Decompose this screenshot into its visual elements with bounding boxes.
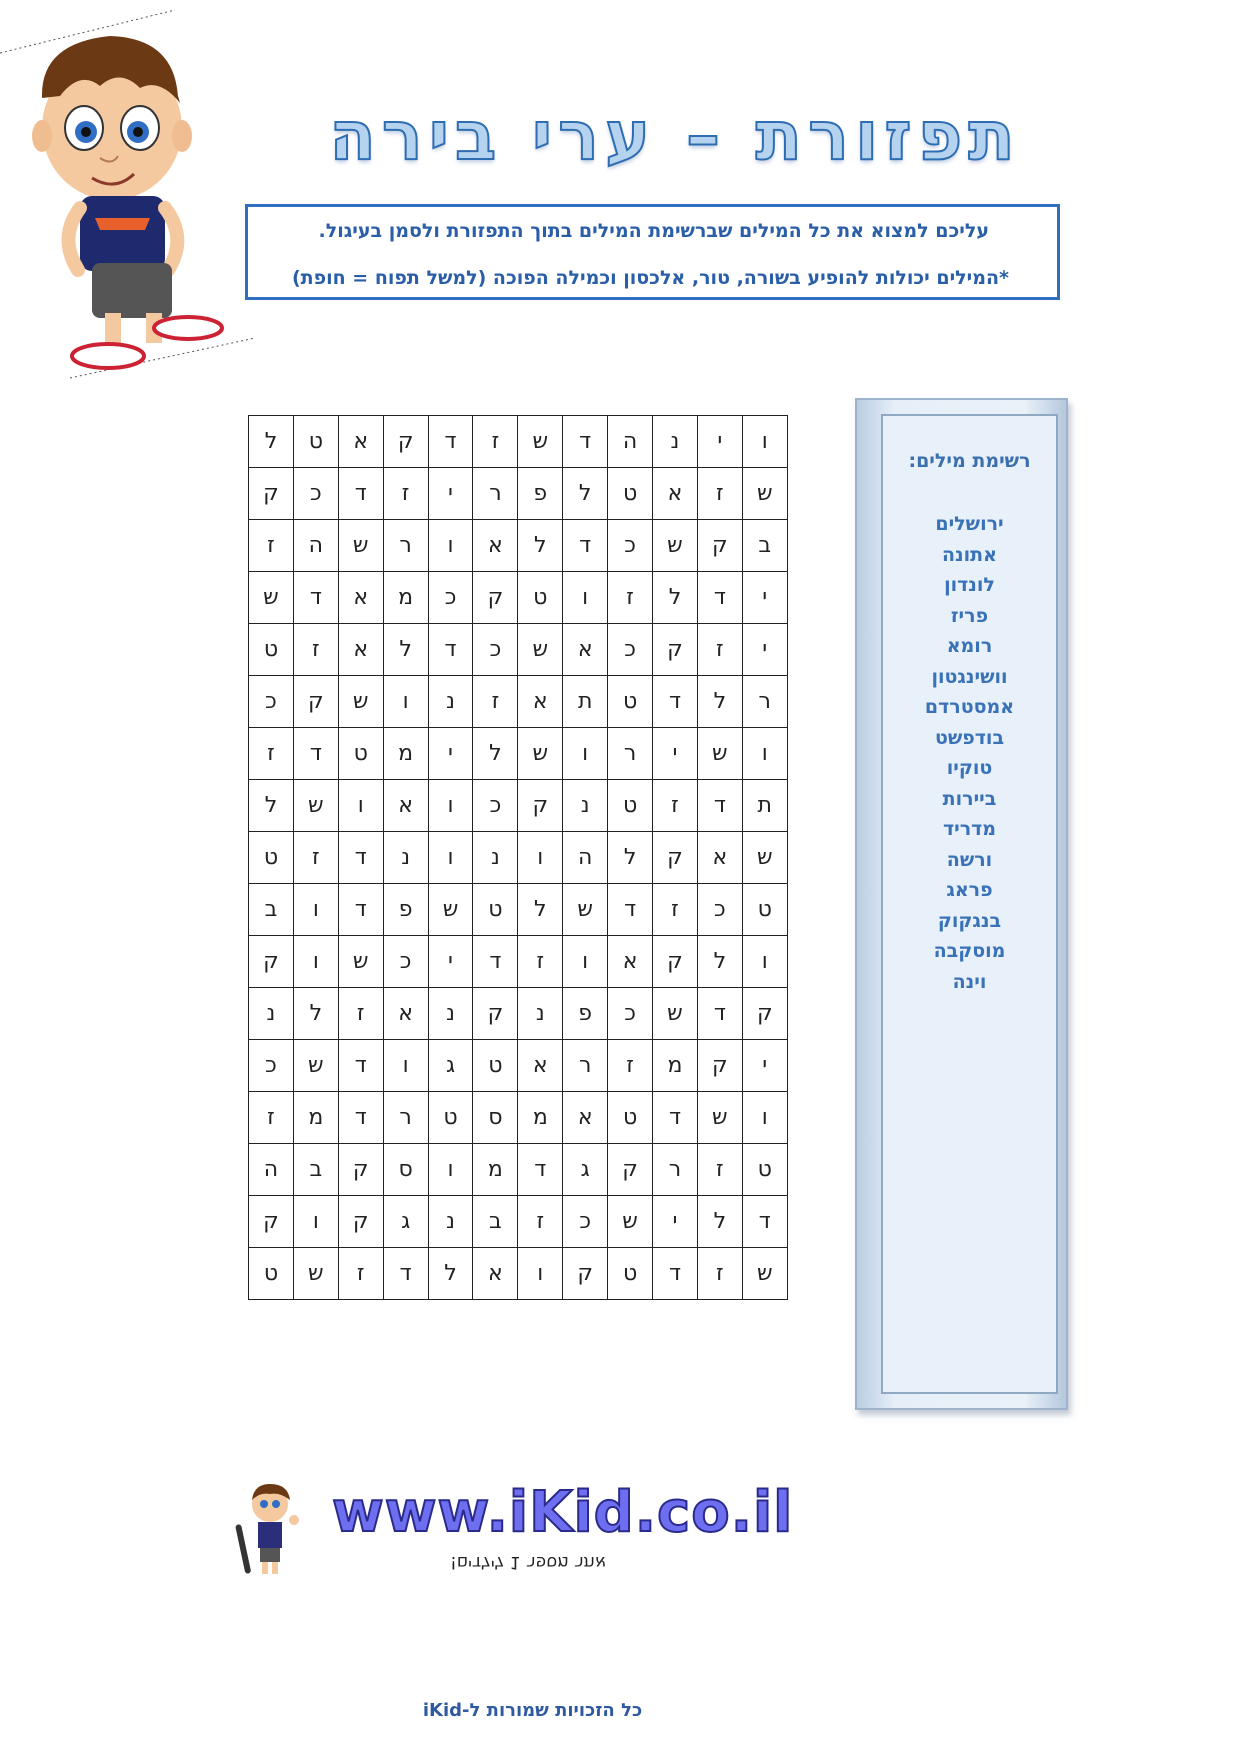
grid-cell[interactable]: ל — [249, 780, 294, 832]
grid-cell[interactable]: א — [383, 988, 428, 1040]
grid-cell[interactable]: ק — [249, 1196, 294, 1248]
grid-cell[interactable]: ל — [293, 988, 338, 1040]
grid-cell[interactable]: ד — [608, 884, 653, 936]
grid-cell[interactable]: ב — [742, 520, 787, 572]
word-list-item: פראג — [946, 879, 993, 901]
word-list-item: וושינגטון — [931, 665, 1008, 688]
grid-cell[interactable]: ו — [518, 832, 563, 884]
grid-cell[interactable]: ו — [428, 780, 473, 832]
grid-cell[interactable]: ז — [697, 468, 742, 520]
grid-row — [249, 780, 788, 832]
grid-row — [249, 832, 788, 884]
grid-cell[interactable]: ר — [383, 520, 428, 572]
grid-cell[interactable]: ק — [338, 1144, 383, 1196]
grid-cell[interactable]: ש — [293, 1248, 338, 1300]
grid-cell[interactable]: מ — [473, 1144, 518, 1196]
grid-cell[interactable]: ו — [563, 572, 608, 624]
grid-cell[interactable]: ד — [338, 884, 383, 936]
grid-cell[interactable]: ק — [249, 468, 294, 520]
word-list-item: רומא — [946, 635, 993, 657]
grid-cell[interactable]: כ — [293, 468, 338, 520]
grid-cell[interactable]: כ — [249, 676, 294, 728]
grid-cell[interactable]: ז — [249, 728, 294, 780]
word-list-item: אמסטרדם — [924, 696, 1015, 718]
grid-cell[interactable]: ו — [383, 1040, 428, 1092]
grid-cell[interactable]: ז — [518, 936, 563, 988]
grid-cell[interactable]: ש — [697, 728, 742, 780]
grid-cell[interactable]: נ — [383, 832, 428, 884]
word-list-panel — [855, 398, 1068, 1410]
grid-cell[interactable]: ר — [653, 1144, 698, 1196]
grid-row — [249, 884, 788, 936]
grid-cell[interactable]: ט — [518, 572, 563, 624]
grid-cell[interactable]: ד — [563, 520, 608, 572]
grid-cell[interactable]: ת — [563, 676, 608, 728]
grid-cell[interactable]: ג — [383, 1196, 428, 1248]
grid-cell[interactable]: ד — [383, 1248, 428, 1300]
grid-cell[interactable]: א — [473, 1248, 518, 1300]
grid-row — [249, 416, 788, 468]
grid-cell[interactable]: ש — [338, 936, 383, 988]
grid-cell[interactable]: ד — [338, 832, 383, 884]
grid-cell[interactable]: נ — [563, 780, 608, 832]
word-list-item: וינה — [952, 970, 987, 993]
grid-cell[interactable]: י — [697, 416, 742, 468]
grid-row — [249, 624, 788, 676]
word-list-item: מוסקבה — [933, 940, 1006, 962]
word-list-item: בודפשט — [934, 726, 1005, 749]
grid-cell[interactable]: ש — [742, 468, 787, 520]
grid-cell[interactable]: ש — [653, 520, 698, 572]
grid-row — [249, 1248, 788, 1300]
grid-cell[interactable]: ר — [742, 676, 787, 728]
grid-cell[interactable]: ד — [742, 1196, 787, 1248]
word-list-item: לונדון — [944, 574, 995, 596]
grid-cell[interactable]: נ — [249, 988, 294, 1040]
grid-cell[interactable]: ט — [608, 676, 653, 728]
grid-cell[interactable]: ז — [338, 1248, 383, 1300]
grid-cell[interactable]: ל — [697, 936, 742, 988]
grid-cell[interactable]: ו — [293, 884, 338, 936]
grid-cell[interactable]: ש — [518, 416, 563, 468]
grid-cell[interactable]: ז — [338, 988, 383, 1040]
grid-cell[interactable]: ש — [293, 780, 338, 832]
grid-cell[interactable]: ל — [428, 1248, 473, 1300]
grid-cell[interactable]: ז — [249, 1092, 294, 1144]
grid-cell[interactable]: ר — [563, 1040, 608, 1092]
grid-cell[interactable]: ו — [293, 936, 338, 988]
grid-cell[interactable]: ה — [249, 1144, 294, 1196]
grid-cell[interactable]: ס — [383, 1144, 428, 1196]
grid-cell[interactable]: ר — [473, 468, 518, 520]
grid-cell[interactable]: י — [742, 572, 787, 624]
grid-cell[interactable]: ק — [742, 988, 787, 1040]
grid-cell[interactable]: ש — [697, 1092, 742, 1144]
grid-cell[interactable]: ז — [697, 1248, 742, 1300]
grid-cell[interactable]: ז — [473, 416, 518, 468]
grid-cell[interactable]: א — [338, 416, 383, 468]
grid-cell[interactable]: כ — [608, 624, 653, 676]
grid-cell[interactable]: ט — [608, 1248, 653, 1300]
grid-cell[interactable]: ש — [742, 1248, 787, 1300]
grid-cell[interactable]: ז — [697, 624, 742, 676]
grid-cell[interactable]: פ — [383, 884, 428, 936]
ikid-logo-text: www.iKid.co.il — [332, 1480, 794, 1545]
grid-cell[interactable]: ט — [473, 884, 518, 936]
grid-cell[interactable]: ט — [473, 1040, 518, 1092]
grid-cell[interactable]: ש — [563, 884, 608, 936]
grid-cell[interactable]: מ — [653, 1040, 698, 1092]
grid-cell[interactable]: ז — [293, 624, 338, 676]
grid-cell[interactable]: ל — [518, 520, 563, 572]
grid-cell[interactable]: ד — [293, 572, 338, 624]
grid-cell[interactable]: ק — [383, 416, 428, 468]
grid-cell[interactable]: א — [563, 1092, 608, 1144]
grid-cell[interactable]: ז — [383, 468, 428, 520]
grid-cell[interactable]: מ — [518, 1092, 563, 1144]
grid-cell[interactable]: ו — [428, 832, 473, 884]
grid-cell[interactable]: ס — [473, 1092, 518, 1144]
grid-cell[interactable]: נ — [428, 1196, 473, 1248]
grid-row — [249, 572, 788, 624]
grid-cell[interactable]: ל — [697, 1196, 742, 1248]
grid-cell[interactable]: מ — [383, 728, 428, 780]
grid-cell[interactable]: א — [653, 468, 698, 520]
grid-cell[interactable]: ד — [653, 676, 698, 728]
grid-row — [249, 728, 788, 780]
grid-cell[interactable]: ו — [518, 1248, 563, 1300]
grid-cell[interactable]: ר — [383, 1092, 428, 1144]
grid-cell[interactable]: י — [742, 1040, 787, 1092]
instructions-box — [245, 204, 1060, 300]
grid-cell[interactable]: ט — [338, 728, 383, 780]
grid-cell[interactable]: ד — [653, 1092, 698, 1144]
grid-row — [249, 1040, 788, 1092]
grid-cell[interactable]: כ — [697, 884, 742, 936]
word-list-item: ביירות — [942, 787, 997, 810]
grid-cell[interactable]: ק — [293, 676, 338, 728]
grid-cell[interactable]: ד — [518, 1144, 563, 1196]
word-list-title: רשימת מילים: — [908, 450, 1031, 472]
grid-cell[interactable]: א — [697, 832, 742, 884]
grid-cell[interactable]: ד — [473, 936, 518, 988]
grid-cell[interactable]: ט — [608, 780, 653, 832]
grid-cell[interactable]: ד — [697, 988, 742, 1040]
grid-cell[interactable]: ל — [563, 468, 608, 520]
grid-cell[interactable]: ג — [563, 1144, 608, 1196]
grid-cell[interactable]: כ — [428, 572, 473, 624]
grid-cell[interactable]: ו — [338, 780, 383, 832]
grid-cell[interactable]: י — [653, 728, 698, 780]
grid-cell[interactable]: ש — [518, 728, 563, 780]
grid-cell[interactable]: ז — [608, 572, 653, 624]
grid-cell[interactable]: ז — [653, 780, 698, 832]
grid-cell[interactable]: ל — [473, 728, 518, 780]
grid-cell[interactable]: ה — [563, 832, 608, 884]
grid-cell[interactable]: כ — [563, 1196, 608, 1248]
word-list-item: אתונה — [942, 543, 997, 566]
grid-cell[interactable]: נ — [428, 988, 473, 1040]
grid-row — [249, 1196, 788, 1248]
grid-cell[interactable]: ה — [608, 416, 653, 468]
grid-cell[interactable]: כ — [249, 1040, 294, 1092]
grid-cell[interactable]: ל — [697, 676, 742, 728]
grid-cell[interactable]: ד — [293, 728, 338, 780]
grid-cell[interactable]: ב — [473, 1196, 518, 1248]
grid-cell[interactable]: ז — [697, 1144, 742, 1196]
grid-cell[interactable]: ק — [653, 832, 698, 884]
grid-cell[interactable]: ז — [473, 676, 518, 728]
ikid-logo-tagline: אתר מספר 1 לילדים! — [450, 1552, 607, 1572]
grid-cell[interactable]: י — [428, 468, 473, 520]
grid-cell[interactable]: ק — [563, 1248, 608, 1300]
grid-cell[interactable]: נ — [473, 832, 518, 884]
grid-cell[interactable]: ו — [563, 728, 608, 780]
grid-cell[interactable]: י — [428, 936, 473, 988]
grid-cell[interactable]: ת — [742, 780, 787, 832]
grid-cell[interactable]: ו — [293, 1196, 338, 1248]
grid-cell[interactable]: ד — [428, 624, 473, 676]
cartoon-boy-illustration — [0, 8, 260, 380]
grid-cell[interactable]: ק — [697, 520, 742, 572]
grid-cell[interactable]: ד — [338, 1040, 383, 1092]
grid-cell[interactable]: ו — [742, 416, 787, 468]
grid-cell[interactable]: ד — [338, 1092, 383, 1144]
grid-row — [249, 520, 788, 572]
grid-cell[interactable]: ש — [338, 520, 383, 572]
grid-cell[interactable]: ש — [293, 1040, 338, 1092]
word-search-grid — [248, 415, 788, 1300]
grid-cell[interactable]: ו — [742, 936, 787, 988]
grid-cell[interactable]: ד — [697, 572, 742, 624]
grid-cell[interactable]: ט — [742, 1144, 787, 1196]
grid-cell[interactable]: ל — [383, 624, 428, 676]
grid-cell[interactable]: ט — [608, 1092, 653, 1144]
grid-cell[interactable]: א — [518, 676, 563, 728]
grid-cell[interactable]: ג — [428, 1040, 473, 1092]
grid-cell[interactable]: ל — [608, 832, 653, 884]
grid-cell[interactable]: א — [518, 1040, 563, 1092]
grid-cell[interactable]: נ — [428, 676, 473, 728]
word-list — [883, 509, 1056, 997]
grid-cell[interactable]: כ — [608, 988, 653, 1040]
grid-row — [249, 676, 788, 728]
word-list-item: פריז — [950, 604, 989, 627]
grid-cell[interactable]: ט — [249, 1248, 294, 1300]
grid-cell[interactable]: א — [338, 572, 383, 624]
grid-cell[interactable]: ו — [428, 520, 473, 572]
grid-cell[interactable]: ר — [608, 728, 653, 780]
grid-cell[interactable]: ק — [653, 624, 698, 676]
grid-cell[interactable]: ט — [293, 416, 338, 468]
grid-cell[interactable]: ל — [653, 572, 698, 624]
grid-cell[interactable]: ק — [473, 988, 518, 1040]
grid-cell[interactable]: כ — [473, 780, 518, 832]
word-list-item: מדריד — [942, 818, 997, 840]
grid-cell[interactable]: ד — [653, 1248, 698, 1300]
grid-cell[interactable]: ט — [608, 468, 653, 520]
grid-cell[interactable]: פ — [518, 468, 563, 520]
grid-cell[interactable]: ט — [249, 832, 294, 884]
grid-cell[interactable]: ו — [742, 728, 787, 780]
word-list-item: ורשה — [946, 848, 993, 871]
grid-cell[interactable]: א — [383, 780, 428, 832]
word-list-item: ירושלים — [935, 513, 1004, 535]
grid-cell[interactable]: ו — [563, 936, 608, 988]
grid-cell[interactable]: א — [338, 624, 383, 676]
grid-cell[interactable]: מ — [293, 1092, 338, 1144]
grid-cell[interactable]: ק — [473, 572, 518, 624]
grid-cell[interactable]: א — [608, 936, 653, 988]
grid-row — [249, 468, 788, 520]
grid-cell[interactable]: ש — [428, 884, 473, 936]
ikid-mascot-icon — [232, 1478, 308, 1582]
grid-cell[interactable]: ל — [518, 884, 563, 936]
grid-cell[interactable]: כ — [383, 936, 428, 988]
instructions-line-1: עליכם למצוא את כל המילים שברשימת המילים בתוך התפזורת ולסמן בעיגול. — [318, 220, 989, 242]
grid-cell[interactable]: ק — [338, 1196, 383, 1248]
grid-cell[interactable]: א — [563, 624, 608, 676]
grid-cell[interactable]: ק — [518, 780, 563, 832]
grid-cell[interactable]: ל — [249, 416, 294, 468]
grid-cell[interactable]: ד — [563, 416, 608, 468]
grid-cell[interactable]: ש — [653, 988, 698, 1040]
instructions-line-2: *המילים יכולות להופיע בשורה, טור, אלכסון וכמילה הפוכה (למשל תפוח = חופת) — [291, 267, 1009, 289]
grid-cell[interactable]: ו — [742, 1092, 787, 1144]
grid-cell[interactable]: א — [473, 520, 518, 572]
grid-cell[interactable]: ז — [249, 520, 294, 572]
grid-cell[interactable]: מ — [383, 572, 428, 624]
grid-cell[interactable]: ט — [428, 1092, 473, 1144]
grid-cell[interactable]: ו — [428, 1144, 473, 1196]
grid-cell[interactable]: ב — [249, 884, 294, 936]
copyright-footer: כל הזכויות שמורות ל-iKid — [422, 1700, 643, 1721]
grid-cell[interactable]: י — [428, 728, 473, 780]
grid-cell[interactable]: ד — [428, 416, 473, 468]
grid-cell[interactable]: ק — [249, 936, 294, 988]
grid-row — [249, 936, 788, 988]
grid-cell[interactable]: ד — [697, 780, 742, 832]
grid-cell[interactable]: ש — [518, 624, 563, 676]
grid-cell[interactable]: ש — [338, 676, 383, 728]
grid-cell[interactable]: ז — [653, 884, 698, 936]
grid-cell[interactable]: ב — [293, 1144, 338, 1196]
grid-cell[interactable]: כ — [473, 624, 518, 676]
grid-cell[interactable]: ש — [608, 1196, 653, 1248]
grid-row — [249, 1092, 788, 1144]
grid-cell[interactable]: ו — [383, 676, 428, 728]
grid-cell[interactable]: ש — [249, 572, 294, 624]
grid-cell[interactable]: י — [742, 624, 787, 676]
grid-cell[interactable]: ש — [742, 832, 787, 884]
grid-cell[interactable]: ד — [338, 468, 383, 520]
grid-cell[interactable]: ק — [608, 1144, 653, 1196]
grid-row — [249, 1144, 788, 1196]
grid-cell[interactable]: פ — [563, 988, 608, 1040]
grid-cell[interactable]: ק — [653, 936, 698, 988]
grid-cell[interactable]: ז — [518, 1196, 563, 1248]
grid-cell[interactable]: כ — [608, 520, 653, 572]
grid-cell[interactable]: ק — [697, 1040, 742, 1092]
grid-cell[interactable]: י — [653, 1196, 698, 1248]
page-title: תפזורת – ערי בירה — [329, 97, 1021, 176]
word-list-item: טוקיו — [946, 757, 993, 779]
grid-cell[interactable]: ט — [249, 624, 294, 676]
grid-cell[interactable]: נ — [653, 416, 698, 468]
grid-cell[interactable]: ט — [742, 884, 787, 936]
grid-cell[interactable]: נ — [518, 988, 563, 1040]
grid-cell[interactable]: ז — [608, 1040, 653, 1092]
word-list-item: בנגקוק — [937, 909, 1002, 932]
grid-cell[interactable]: ז — [293, 832, 338, 884]
word-list-inner — [881, 414, 1058, 1394]
grid-row — [249, 988, 788, 1040]
grid-cell[interactable]: ה — [293, 520, 338, 572]
